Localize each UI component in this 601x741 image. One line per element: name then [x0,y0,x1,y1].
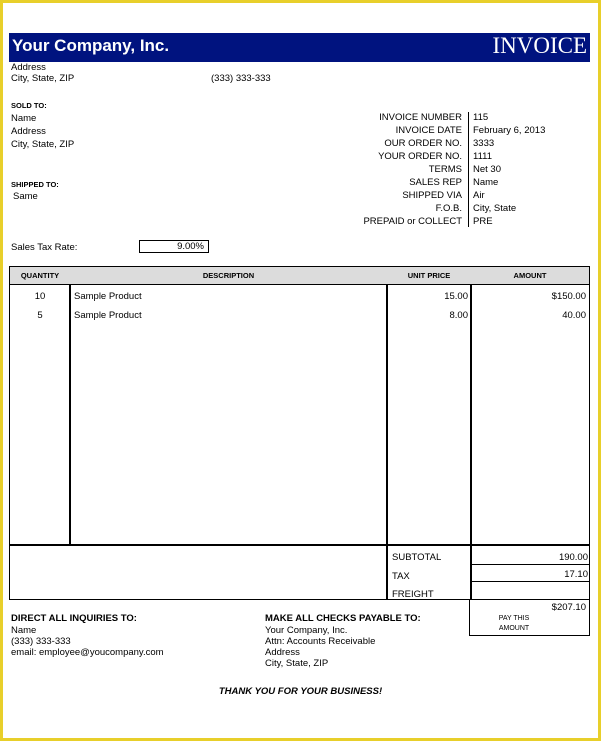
column-divider [69,284,71,544]
freight-label: FREIGHT [392,589,434,600]
company-city: City, State, ZIP [11,73,75,84]
column-divider [386,284,388,599]
inquiries-heading: DIRECT ALL INQUIRIES TO: [11,613,137,624]
sold-to-label: SOLD TO: [11,101,47,110]
sold-to-address: Address [11,126,46,137]
tax-rule [471,581,589,582]
company-name: Your Company, Inc. [12,36,170,55]
column-header-description: DESCRIPTION [202,271,255,280]
checks-address: Address [265,647,300,658]
thank-you-message: THANK YOU FOR YOUR BUSINESS! [218,686,383,697]
detail-label: INVOICE NUMBER [379,112,462,123]
invoice-details [0,112,601,232]
detail-value: 115 [473,112,489,123]
sold-to-name: Name [11,113,37,124]
detail-value: City, State [473,203,517,214]
checks-city: City, State, ZIP [265,658,329,669]
total-box [469,600,590,636]
detail-label: SALES REP [409,177,462,188]
inquiries-phone: (333) 333-333 [11,636,71,647]
inquiries-name: Name [11,625,37,636]
column-header-quantity: QUANTITY [20,271,60,280]
detail-label: YOUR ORDER NO. [378,151,462,162]
line-items-table [9,266,590,600]
subtotal-rule [471,564,589,565]
table-header [10,267,589,285]
row-amount: 40.00 [562,310,586,321]
checks-heading: MAKE ALL CHECKS PAYABLE TO: [265,613,421,624]
checks-attn: Attn: Accounts Receivable [265,636,376,647]
detail-label: INVOICE DATE [395,125,462,136]
detail-value: Name [473,177,499,188]
row-unit-price: 15.00 [444,291,468,302]
detail-label: OUR ORDER NO. [384,138,462,149]
row-quantity: 10 [34,291,46,302]
shipped-to-value: Same [13,191,38,202]
row-description: Sample Product [74,291,142,302]
items-bottom-rule [10,544,589,546]
amount-label: AMOUNT [498,625,530,632]
pay-this-label: PAY THIS [498,615,530,622]
tax-value: 17.10 [564,569,588,580]
detail-value: Air [473,190,485,201]
row-amount: $150.00 [551,291,586,302]
detail-label: F.O.B. [435,203,462,214]
invoice-title: INVOICE [492,33,587,58]
detail-value: PRE [473,216,493,227]
detail-value: February 6, 2013 [473,125,546,136]
column-divider [470,284,472,599]
detail-label: PREPAID or COLLECT [363,216,462,227]
company-address: Address [11,62,46,73]
column-header-unit-price: UNIT PRICE [407,271,451,280]
tax-label: TAX [392,571,410,582]
inquiries-email[interactable]: email: employee@youcompany.com [11,647,164,658]
subtotal-value: 190.00 [558,552,588,563]
checks-company: Your Company, Inc. [265,625,348,636]
total-value: $207.10 [551,602,586,613]
row-unit-price: 8.00 [449,310,468,321]
company-phone: (333) 333-333 [211,73,271,84]
subtotal-label: SUBTOTAL [392,552,442,563]
sold-to-city: City, State, ZIP [11,139,75,150]
detail-value: 3333 [473,138,495,149]
detail-value: Net 30 [473,164,501,175]
sales-tax-label: Sales Tax Rate: [11,242,78,253]
row-description: Sample Product [74,310,142,321]
detail-label: SHIPPED VIA [402,190,462,201]
sales-tax-rate-field[interactable]: 9.00% [139,240,209,253]
detail-label: TERMS [428,164,462,175]
row-quantity: 5 [37,310,43,321]
details-divider [468,112,469,227]
shipped-to-label: SHIPPED TO: [11,180,59,189]
detail-value: 1111 [473,151,493,162]
column-header-amount: AMOUNT [513,271,547,280]
